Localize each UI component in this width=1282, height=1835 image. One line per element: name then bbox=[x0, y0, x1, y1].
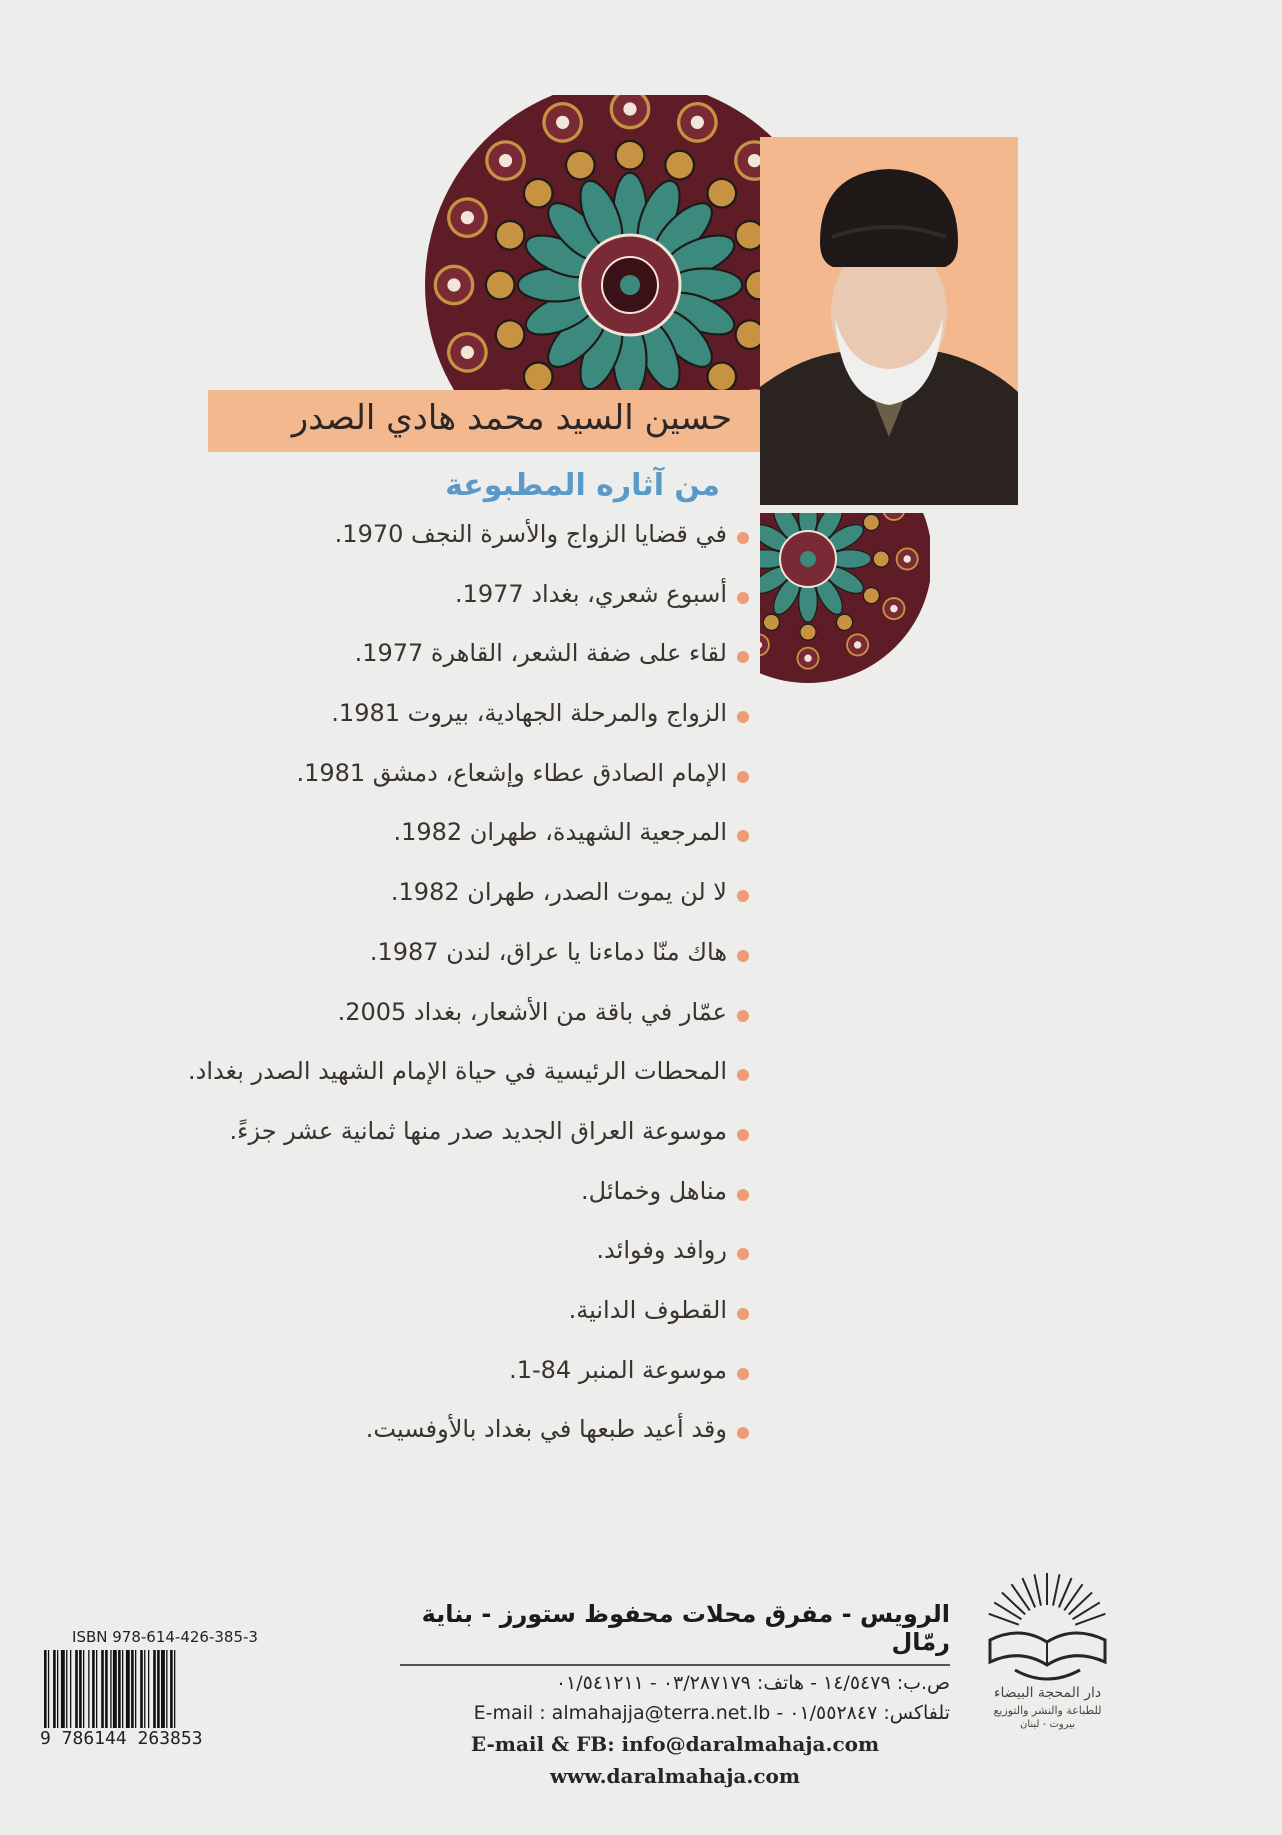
bullet-icon bbox=[737, 592, 749, 604]
bullet-icon bbox=[737, 890, 749, 902]
work-item bbox=[49, 1057, 749, 1117]
work-item bbox=[49, 759, 749, 819]
work-title: موسوعة المنبر 84-1. bbox=[509, 1355, 727, 1384]
work-title: الإمام الصادق عطاء وإشعاع، دمشق 1981. bbox=[296, 758, 727, 787]
bullet-icon bbox=[737, 1368, 749, 1380]
work-title: روافد وفوائد. bbox=[596, 1236, 727, 1265]
work-title: وقد أعيد طبعها في بغداد بالأوفسيت. bbox=[365, 1415, 727, 1444]
bullet-icon bbox=[737, 532, 749, 544]
publisher-address: الرويس - مفرق محلات محفوظ ستورز - بناية رمّال bbox=[421, 1600, 950, 1656]
work-title: موسوعة العراق الجديد صدر منها ثمانية عشر جزءً. bbox=[229, 1116, 727, 1145]
publisher-city: بيروت - لبنان bbox=[1020, 1719, 1075, 1730]
work-item bbox=[49, 699, 749, 759]
work-title: هاك منّا دماءنا يا عراق، لندن 1987. bbox=[369, 937, 727, 966]
author-name-band bbox=[208, 390, 760, 452]
work-title: المرجعية الشهيدة، طهران 1982. bbox=[393, 818, 727, 847]
publisher-name: دار المحجة البيضاء bbox=[993, 1685, 1102, 1701]
work-item bbox=[49, 1356, 749, 1416]
work-item bbox=[49, 520, 749, 580]
email-fb-line: E-mail & FB: info@daralmahaja.com bbox=[470, 1732, 880, 1756]
phone-line: ص.ب: ١٤/٥٤٧٩ - هاتف: ٠٣/٢٨٧١٧٩ - ٠١/٥٤١٢١١ bbox=[555, 1672, 950, 1694]
work-title: الزواج والمرحلة الجهادية، بيروت 1981. bbox=[331, 699, 727, 728]
barcode-icon bbox=[40, 1650, 290, 1730]
work-item bbox=[49, 580, 749, 640]
work-title: لقاء على ضفة الشعر، القاهرة 1977. bbox=[354, 639, 727, 668]
works-list bbox=[49, 520, 749, 1475]
work-item bbox=[49, 998, 749, 1058]
barcode-block bbox=[40, 1628, 290, 1749]
publisher-contact bbox=[400, 1600, 950, 1796]
bullet-icon bbox=[737, 1427, 749, 1439]
publisher-logo bbox=[960, 1570, 1135, 1730]
bullet-icon bbox=[737, 1129, 749, 1141]
divider bbox=[400, 1664, 950, 1666]
open-book-sunburst-icon bbox=[960, 1570, 1135, 1685]
bullet-icon bbox=[737, 1308, 749, 1320]
work-title: القطوف الدانية. bbox=[568, 1295, 727, 1324]
work-item bbox=[49, 1117, 749, 1177]
work-item bbox=[49, 1236, 749, 1296]
work-title: لا لن يموت الصدر، طهران 1982. bbox=[390, 878, 727, 907]
work-item bbox=[49, 938, 749, 998]
bullet-icon bbox=[737, 651, 749, 663]
barcode-digits: 9 786144 263853 bbox=[40, 1728, 203, 1749]
work-item bbox=[49, 878, 749, 938]
work-title: في قضايا الزواج والأسرة النجف 1970. bbox=[334, 520, 727, 548]
work-title: المحطات الرئيسية في حياة الإمام الشهيد الصدر بغداد. bbox=[188, 1057, 727, 1086]
bullet-icon bbox=[737, 771, 749, 783]
bullet-icon bbox=[737, 950, 749, 962]
bullet-icon bbox=[737, 1010, 749, 1022]
large-rosette-ornament bbox=[395, 95, 815, 395]
bullet-icon bbox=[737, 1189, 749, 1201]
work-title: أسبوع شعري، بغداد 1977. bbox=[454, 579, 727, 608]
author-portrait bbox=[760, 137, 1018, 505]
work-item bbox=[49, 1177, 749, 1237]
small-rosette-ornament bbox=[760, 513, 930, 685]
bullet-icon bbox=[737, 1248, 749, 1260]
work-title: مناهل وخمائل. bbox=[581, 1176, 727, 1205]
works-heading: من آثاره المطبوعة bbox=[445, 468, 720, 503]
author-name: حسين السيد محمد هادي الصدر bbox=[291, 398, 732, 438]
publisher-tagline: للطباعة والنشر والتوزيع bbox=[993, 1704, 1102, 1717]
website-line: www.daralmahaja.com bbox=[549, 1764, 801, 1788]
bullet-icon bbox=[737, 830, 749, 842]
work-item bbox=[49, 818, 749, 878]
bullet-icon bbox=[737, 711, 749, 723]
work-item bbox=[49, 1296, 749, 1356]
bullet-icon bbox=[737, 1069, 749, 1081]
work-item bbox=[49, 639, 749, 699]
work-item bbox=[49, 1415, 749, 1475]
isbn-text: ISBN 978-614-426-385-3 bbox=[72, 1628, 258, 1646]
work-title: عمّار في باقة من الأشعار، بغداد 2005. bbox=[337, 997, 727, 1026]
fax-line: تلفاكس: ٠١/٥٥٢٨٤٧ - E-mail : almahajja@terra.net.lb bbox=[473, 1702, 950, 1724]
